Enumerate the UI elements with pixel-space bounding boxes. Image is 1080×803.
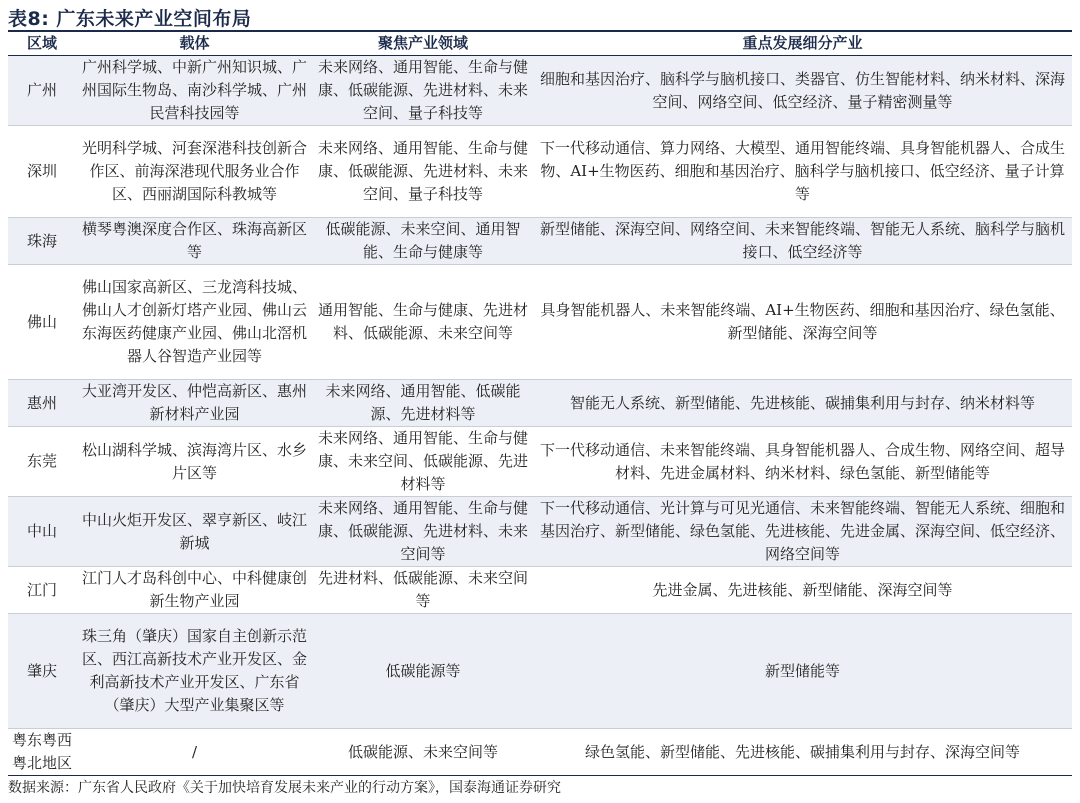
carrier-cell: 佛山国家高新区、三龙湾科技城、佛山人才创新灯塔产业园、佛山云东海医药健康产业园、佛山北滘机器人谷智造产业园等 xyxy=(76,265,313,380)
focus-fields-cell: 先进材料、低碳能源、未来空间等 xyxy=(313,567,533,614)
sub-industries-cell: 下一代移动通信、未来智能终端、具身智能机器人、合成生物、网络空间、超导材料、先进金属材料、纳米材料、绿色氢能、新型储能等 xyxy=(533,427,1072,497)
industry-layout-table xyxy=(8,32,1072,776)
focus-fields-cell: 未来网络、通用智能、生命与健康、低碳能源、先进材料、未来空间、量子科技等 xyxy=(313,56,533,126)
region-cell: 惠州 xyxy=(8,380,76,427)
header-key-sub-industries: 重点发展细分产业 xyxy=(533,32,1072,56)
sub-industries-cell: 先进金属、先进核能、新型储能、深海空间等 xyxy=(533,567,1072,614)
carrier-cell: 中山火炬开发区、翠亨新区、岐江新城 xyxy=(76,497,313,567)
data-source-note: 数据来源：广东省人民政府《关于加快培育发展未来产业的行动方案》，国泰海通证券研究 xyxy=(8,780,561,796)
focus-fields-cell: 未来网络、通用智能、生命与健康、低碳能源、先进材料、未来空间等 xyxy=(313,497,533,567)
table-row xyxy=(8,380,1072,427)
sub-industries-cell: 智能无人系统、新型储能、先进核能、碳捕集利用与封存、纳米材料等 xyxy=(533,380,1072,427)
region-cell: 中山 xyxy=(8,497,76,567)
region-cell: 广州 xyxy=(8,56,76,126)
table-row xyxy=(8,614,1072,729)
focus-fields-cell: 未来网络、通用智能、生命与健康、低碳能源、先进材料、未来空间、量子科技等 xyxy=(313,126,533,218)
focus-fields-cell: 低碳能源等 xyxy=(313,614,533,729)
focus-fields-cell: 未来网络、通用智能、生命与健康、未来空间、低碳能源、先进材料等 xyxy=(313,427,533,497)
focus-fields-cell: 通用智能、生命与健康、先进材料、低碳能源、未来空间等 xyxy=(313,265,533,380)
sub-industries-cell: 绿色氢能、新型储能、先进核能、碳捕集利用与封存、深海空间等 xyxy=(533,729,1072,776)
table-title: 表8: 广东未来产业空间布局 xyxy=(8,8,252,30)
region-cell: 东莞 xyxy=(8,427,76,497)
table-row xyxy=(8,497,1072,567)
region-cell: 深圳 xyxy=(8,126,76,218)
focus-fields-cell: 未来网络、通用智能、低碳能源、先进材料等 xyxy=(313,380,533,427)
focus-fields-cell: 低碳能源、未来空间等 xyxy=(313,729,533,776)
table-row xyxy=(8,126,1072,218)
region-cell: 肇庆 xyxy=(8,614,76,729)
region-cell: 粤东粤西粤北地区 xyxy=(8,729,76,776)
sub-industries-cell: 具身智能机器人、未来智能终端、AI+生物医药、细胞和基因治疗、绿色氢能、新型储能、深海空间等 xyxy=(533,265,1072,380)
focus-fields-cell: 低碳能源、未来空间、通用智能、生命与健康等 xyxy=(313,218,533,265)
header-focus-fields: 聚焦产业领域 xyxy=(313,32,533,56)
carrier-cell: 光明科学城、河套深港科技创新合作区、前海深港现代服务业合作区、西丽湖国际科教城等 xyxy=(76,126,313,218)
header-carrier: 载体 xyxy=(76,32,313,56)
carrier-cell: 横琴粤澳深度合作区、珠海高新区等 xyxy=(76,218,313,265)
table-row xyxy=(8,729,1072,776)
carrier-cell: 松山湖科学城、滨海湾片区、水乡片区等 xyxy=(76,427,313,497)
carrier-cell: 广州科学城、中新广州知识城、广州国际生物岛、南沙科学城、广州民营科技园等 xyxy=(76,56,313,126)
sub-industries-cell: 下一代移动通信、算力网络、大模型、通用智能终端、具身智能机器人、合成生物、AI+生物医药、细胞和基因治疗、脑科学与脑机接口、低空经济、量子计算等 xyxy=(533,126,1072,218)
table-row xyxy=(8,56,1072,126)
table-row xyxy=(8,218,1072,265)
table-row xyxy=(8,427,1072,497)
carrier-cell: 江门人才岛科创中心、中科健康创新生物产业园 xyxy=(76,567,313,614)
carrier-cell: 大亚湾开发区、仲恺高新区、惠州新材料产业园 xyxy=(76,380,313,427)
table-header-row xyxy=(8,32,1072,56)
carrier-cell: 珠三角（肇庆）国家自主创新示范区、西江高新技术产业开发区、金利高新技术产业开发区、广东省（肇庆）大型产业集聚区等 xyxy=(76,614,313,729)
carrier-cell: / xyxy=(76,729,313,776)
sub-industries-cell: 新型储能等 xyxy=(533,614,1072,729)
region-cell: 佛山 xyxy=(8,265,76,380)
header-region: 区域 xyxy=(8,32,76,56)
sub-industries-cell: 下一代移动通信、光计算与可见光通信、未来智能终端、智能无人系统、细胞和基因治疗、新型储能、绿色氢能、先进核能、先进金属、深海空间、低空经济、网络空间等 xyxy=(533,497,1072,567)
sub-industries-cell: 细胞和基因治疗、脑科学与脑机接口、类器官、仿生智能材料、纳米材料、深海空间、网络空间、低空经济、量子精密测量等 xyxy=(533,56,1072,126)
table-row xyxy=(8,265,1072,380)
region-cell: 江门 xyxy=(8,567,76,614)
table-row xyxy=(8,567,1072,614)
region-cell: 珠海 xyxy=(8,218,76,265)
sub-industries-cell: 新型储能、深海空间、网络空间、未来智能终端、智能无人系统、脑科学与脑机接口、低空经济等 xyxy=(533,218,1072,265)
